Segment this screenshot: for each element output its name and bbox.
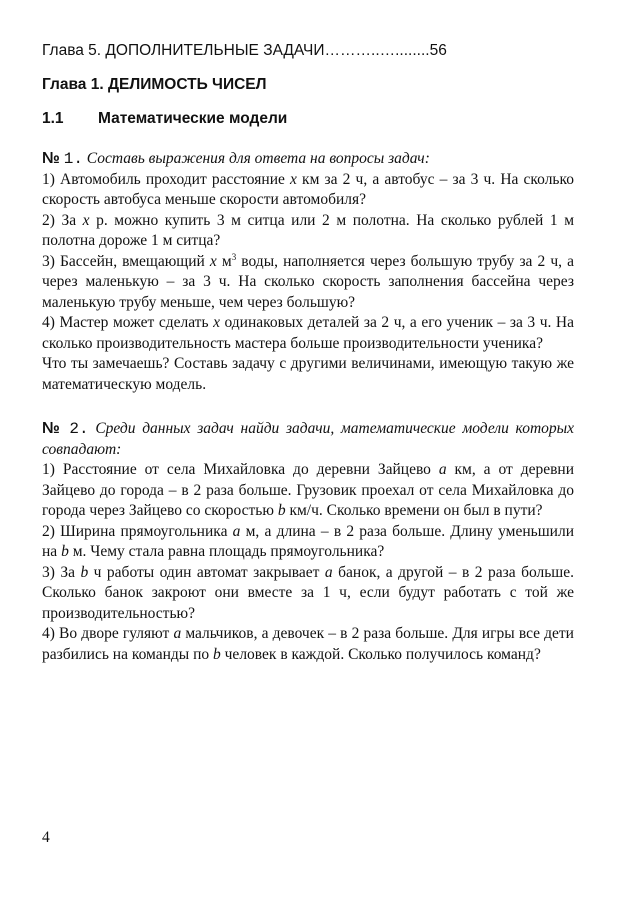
- problem-1: [42, 149, 574, 395]
- problem-1-item-1: 1) Автомобиль проходит расстояние x км за 2 ч, а автобус – за 3 ч. На сколько скорость автобуса меньше скорости автомобиля?: [42, 170, 574, 208]
- problem-sign: №: [42, 150, 60, 167]
- problem-2: [42, 419, 574, 665]
- section-title: Математические модели: [98, 110, 288, 127]
- problem-sign: №: [42, 420, 63, 437]
- problem-1-header: [42, 149, 574, 170]
- problem-2-item-4: 4) Во дворе гуляют a мальчиков, а девочек – в 2 раза больше. Для игры все дети разбились на команды по b человек в каждой. Сколько получилось команд?: [42, 625, 574, 663]
- problem-2-item-3: 3) За b ч работы один автомат закрывает a банок, а другой – в 2 раза больше. Сколько банок закроют они вместе за 1 ч, если будут работать с той же производительностью?: [42, 563, 574, 622]
- page-content: [42, 40, 574, 665]
- problem-2-item-1: 1) Расстояние от села Михайловка до деревни Зайцево a км, а от деревни Зайцево до города – в 2 раза больше. Грузовик проехал от села Михайловка до города через Зайцево со скоростью b км/ч. Сколько времени он был в пути?: [42, 461, 574, 519]
- chapter-title: Глава 1. ДЕЛИМОСТЬ ЧИСЕЛ: [42, 76, 267, 93]
- section-heading: [42, 108, 574, 130]
- page-number: 4: [42, 829, 50, 846]
- toc-line: Глава 5. ДОПОЛНИТЕЛЬНЫЕ ЗАДАЧИ………..…........56: [42, 42, 447, 59]
- problem-number: 2.: [69, 420, 89, 438]
- problem-1-item-2: 2) За x р. можно купить 3 м ситца или 2 м полотна. На сколько рублей 1 м полотна дороже 1 м ситца?: [42, 211, 575, 249]
- problem-1-item-3: 3) Бассейн, вмещающий x $м^3$ воды, наполняется через большую трубу за 2 ч, а через маленькую – за 3 ч. На сколько скорость заполнения бассейна через маленькую трубу меньше, чем через большую?: [42, 251, 574, 311]
- section-number: 1.1: [42, 110, 64, 127]
- problem-1-item-4: 4) Мастер может сделать x одинаковых деталей за 2 ч, а его ученик – за 3 ч. На сколько производительность мастера больше производительности ученика?: [42, 314, 574, 352]
- problem-number: 1.: [63, 150, 83, 168]
- problem-2-header: [42, 419, 574, 460]
- problem-2-item-2: 2) Ширина прямоугольника a м, а длина – в 2 раза больше. Длину уменьшили на b м. Чему стала равна площадь прямоугольника?: [42, 522, 574, 560]
- problem-intro: Среди данных задач найди задачи, математические модели которых совпадают:: [42, 420, 575, 458]
- problem-1-closing: Что ты замечаешь? Составь задачу с другими величинами, имеющую такую же математическую модель.: [42, 355, 574, 393]
- problem-intro: Составь выражения для ответа на вопросы задач:: [86, 150, 430, 167]
